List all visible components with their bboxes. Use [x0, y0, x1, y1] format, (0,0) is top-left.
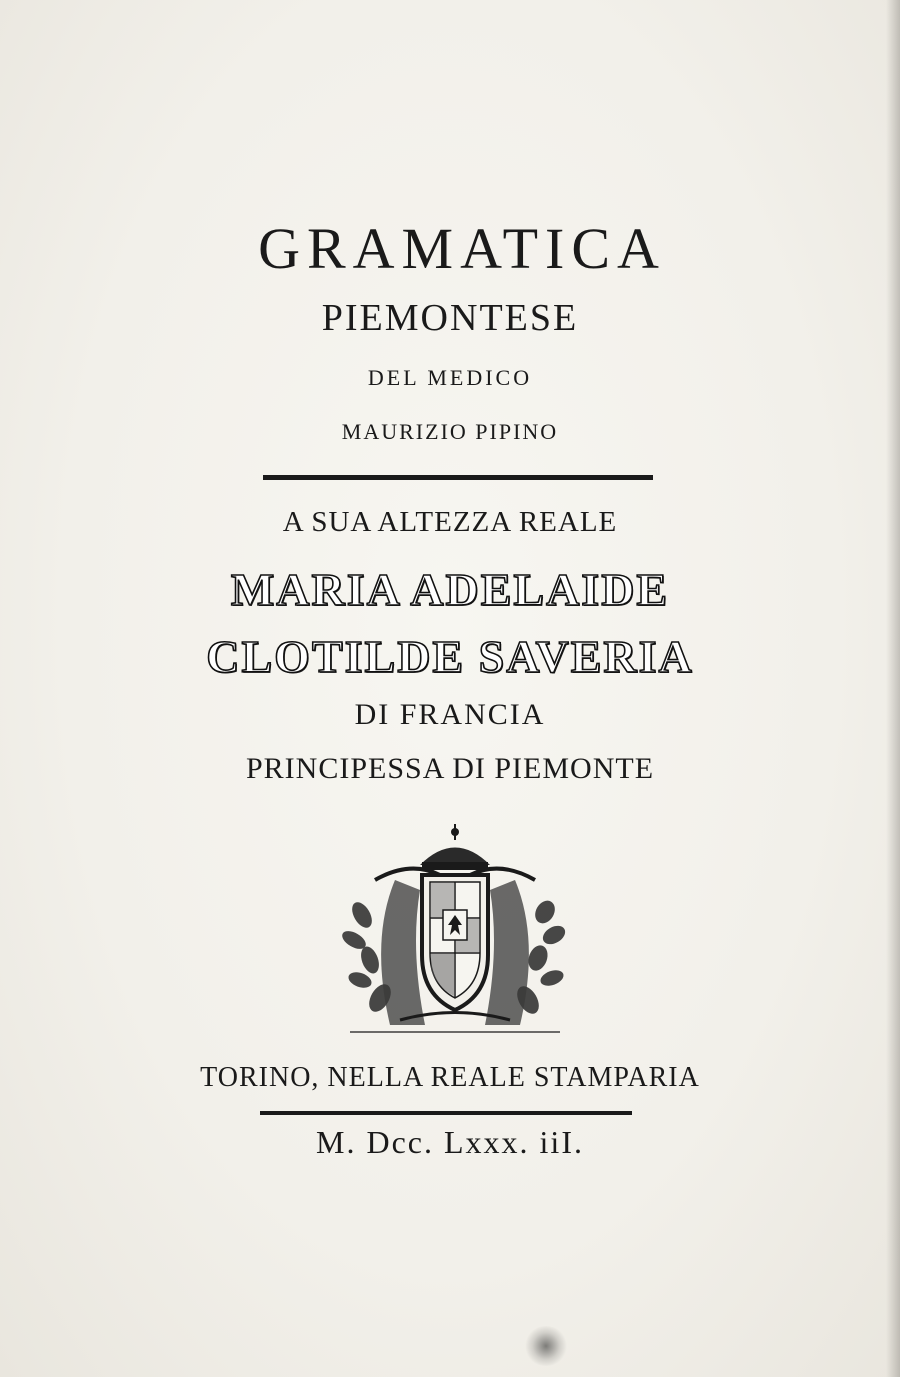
- page-edge-shadow: [886, 0, 900, 1377]
- imprint-place: TORINO, NELLA REALE STAMPARIA: [200, 1062, 700, 1093]
- book-title: GRAMATICA: [258, 216, 666, 281]
- royal-coat-of-arms-icon: [340, 820, 570, 1045]
- dedicatee-origin: DI FRANCIA: [354, 698, 546, 731]
- top-divider: [263, 475, 653, 482]
- dedicatee-name-line1: MARIA ADELAIDE: [230, 564, 670, 615]
- author-name: MAURIZIO PIPINO: [341, 419, 559, 444]
- dedicatee-name-line2: CLOTILDE SAVERIA: [206, 631, 694, 682]
- dedication-intro: A SUA ALTEZZA REALE: [282, 506, 618, 538]
- ink-smudge: [524, 1326, 568, 1366]
- bottom-divider: [260, 1111, 632, 1115]
- book-subtitle: PIEMONTESE: [321, 297, 579, 339]
- dedicatee-title: PRINCIPESSA DI PIEMONTE: [245, 752, 655, 785]
- imprint-year: M. Dcc. Lxxx. iiI.: [316, 1124, 584, 1160]
- author-prefix: DEL MEDICO: [367, 365, 533, 390]
